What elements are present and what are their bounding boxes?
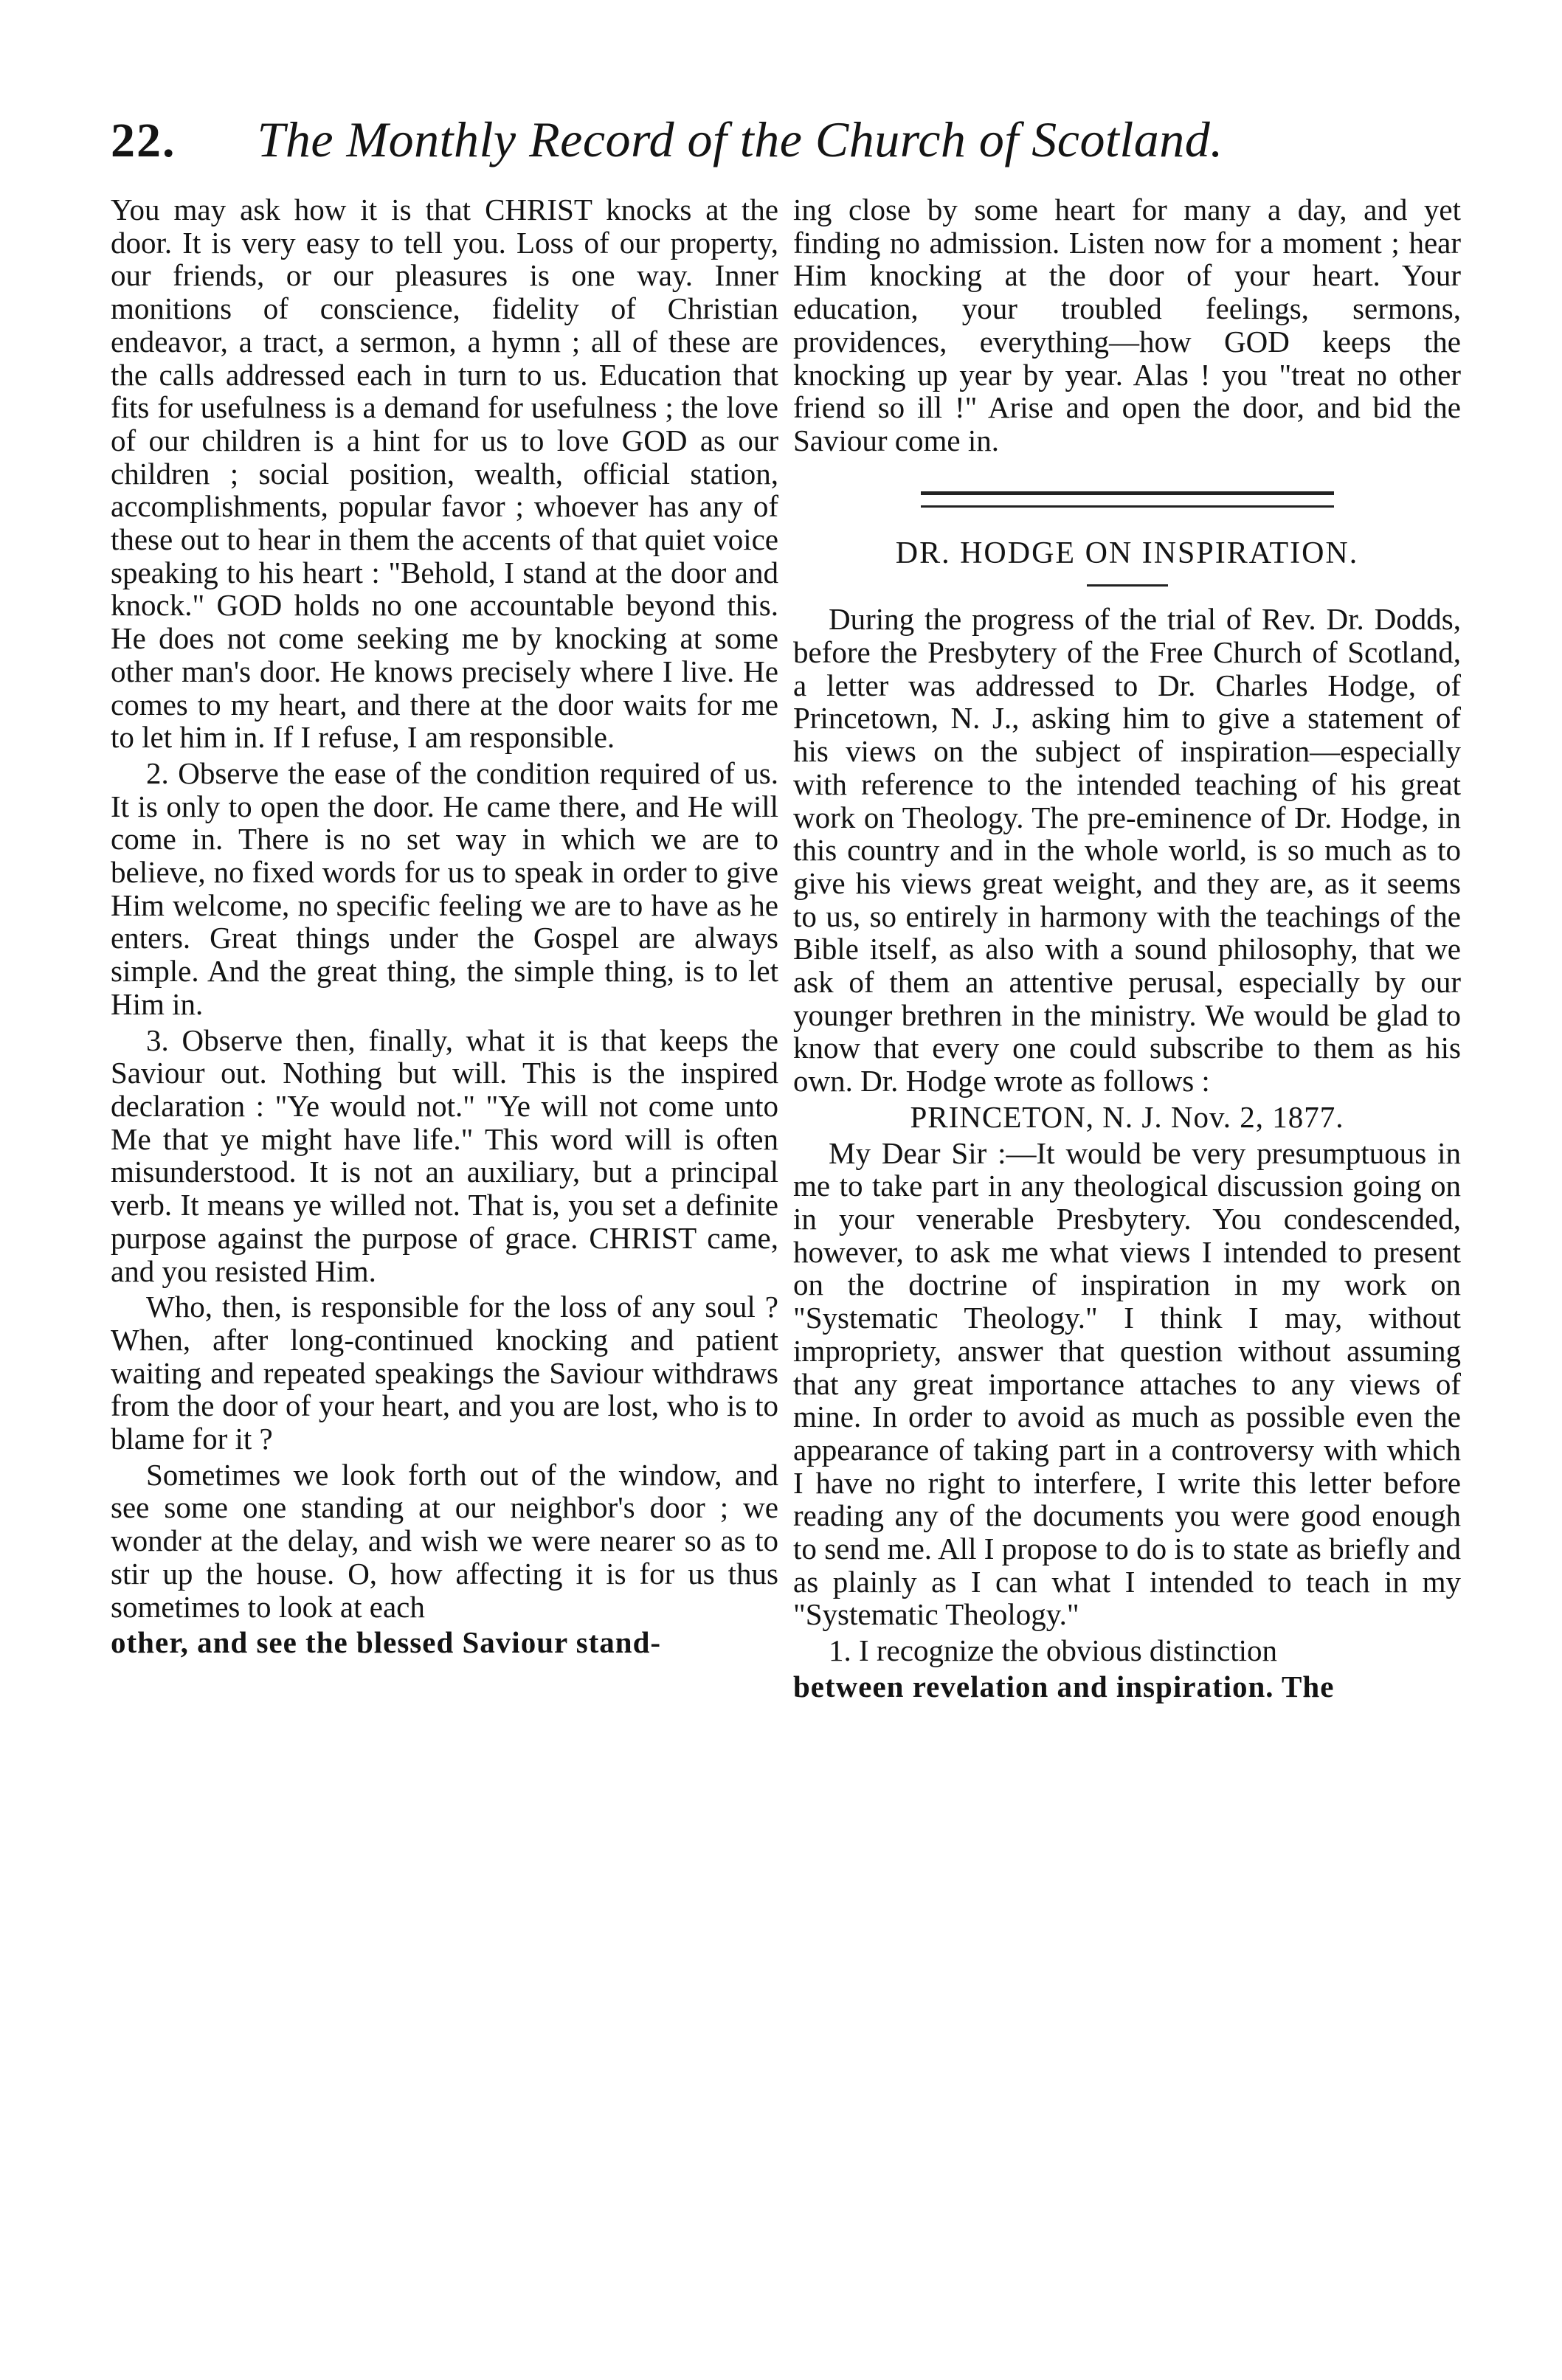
title-rule bbox=[1087, 584, 1168, 587]
sermon-paragraph: 3. Observe then, finally, what it is that keeps the Saviour out. Nothing but will. This is the inspired declaration : "Ye would not." "Ye will not come unto Me that ye might have life." This word will is often misunderstood. It is not an auxiliary, but a principal verb. It means ye willed not. That is, you set a definite purpose against the purpose of grace. CHRIST came, and you resisted Him. bbox=[111, 1023, 778, 1288]
article-intro: During the progress of the trial of Rev. Dr. Dodds, before the Presbytery of the Free Church of Scotland, a letter was addressed to Dr. Charles Hodge, of Princetown, N. J., asking him to give a statement of his views on the subject of inspiration—especially with reference to the intended teaching of his great work on Theology. The pre-eminence of Dr. Hodge, in this country and in the whole world, is so much as to give his views great weight, and they are, as it seems to us, so entirely in harmony with the teachings of the Bible itself, as also with a sound philosophy, that we ask of them an attentive perusal, especially by our younger brethren in the ministry. We would be glad to know that every one could subscribe to them as his own. Dr. Hodge wrote as follows : bbox=[793, 602, 1461, 1099]
section-divider bbox=[921, 491, 1334, 508]
letter-last-line: between revelation and inspiration. The bbox=[793, 1669, 1335, 1703]
sermon-continuation: ing close by some heart for many a day, and yet finding no admission. Listen now for a moment ; hear Him knocking at the door of your heart. Your education, your troubled feelings, sermons, providences, everything—how GOD keeps the knocking up year by year. Alas ! you "treat no other friend so ill !" Arise and open the door, and bid the Saviour come in. bbox=[793, 193, 1461, 457]
article-title: DR. HODGE ON INSPIRATION. bbox=[895, 536, 1359, 570]
sermon-paragraph: You may ask how it is that CHRIST knocks at the door. It is very easy to tell you. Loss of our property, our friends, or our pleasures is one way. Inner monitions of conscience, fidelity of Christian endeavor, a tract, a sermon, a hymn ; all of these are the calls addressed each in turn to us. Education that fits for usefulness is a demand for usefulness ; the love of our children is a hint for us to love GOD as our children ; social position, wealth, official station, accomplishments, popular favor ; whoever has any of these out to hear in them the accents of that quiet voice speaking to his heart : "Behold, I stand at the door and knock." GOD holds no one accountable beyond this. He does not come seeking me by knocking at some other man's door. He knows precisely where I live. He comes to my heart, and there at the door waits for me to let him in. If I refuse, I am responsible. bbox=[111, 193, 778, 755]
running-title: The Monthly Record of the Church of Scotland. bbox=[257, 111, 1223, 167]
right-column bbox=[793, 193, 1461, 2318]
page-header bbox=[111, 111, 1454, 177]
sermon-paragraph: Sometimes we look forth out of the window, and see some one standing at our neighbor's door ; we wonder at the delay, and wish we were nearer so as to stir up the house. O, how affecting it is for us thus sometimes to look at each bbox=[111, 1457, 778, 1624]
left-column bbox=[111, 193, 778, 2318]
letter-dateline: PRINCETON, N. J. Nov. 2, 1877. bbox=[910, 1099, 1344, 1134]
letter-paragraph: 1. I recognize the obvious distinction bbox=[829, 1633, 1278, 1668]
sermon-paragraph: 2. Observe the ease of the condition required of us. It is only to open the door. He came there, and He will come in. There is no set way in which we are to believe, no fixed words for us to speak in order to give Him welcome, no specific feeling we are to have as he enters. Great things under the Gospel are always simple. And the great thing, the simple thing, is to let Him in. bbox=[111, 755, 778, 1021]
sermon-last-line: other, and see the blessed Saviour stand- bbox=[111, 1625, 662, 1660]
page-number: 22. bbox=[111, 114, 176, 167]
letter-paragraph: My Dear Sir :—It would be very presumptuous in me to take part in any theological discussion going on in your venerable Presbytery. You condescended, however, to ask me what views I intended to present on the doctrine of inspiration in my work on "Systematic Theology." I think I may, without impropriety, answer that question without assuming that any great importance attaches to any views of mine. In order to avoid as much as possible even the appearance of taking part in a controversy with which I have no right to interfere, I write this letter before reading any of the documents you were good enough to send me. All I propose to do is to state as briefly and as plainly as I can what I intended to teach in my "Systematic Theology." bbox=[793, 1135, 1461, 1632]
sermon-paragraph: Who, then, is responsible for the loss of any soul ? When, after long-continued knocking and patient waiting and repeated speakings the Saviour withdraws from the door of your heart, and you are lost, who is to blame for it ? bbox=[111, 1290, 778, 1456]
